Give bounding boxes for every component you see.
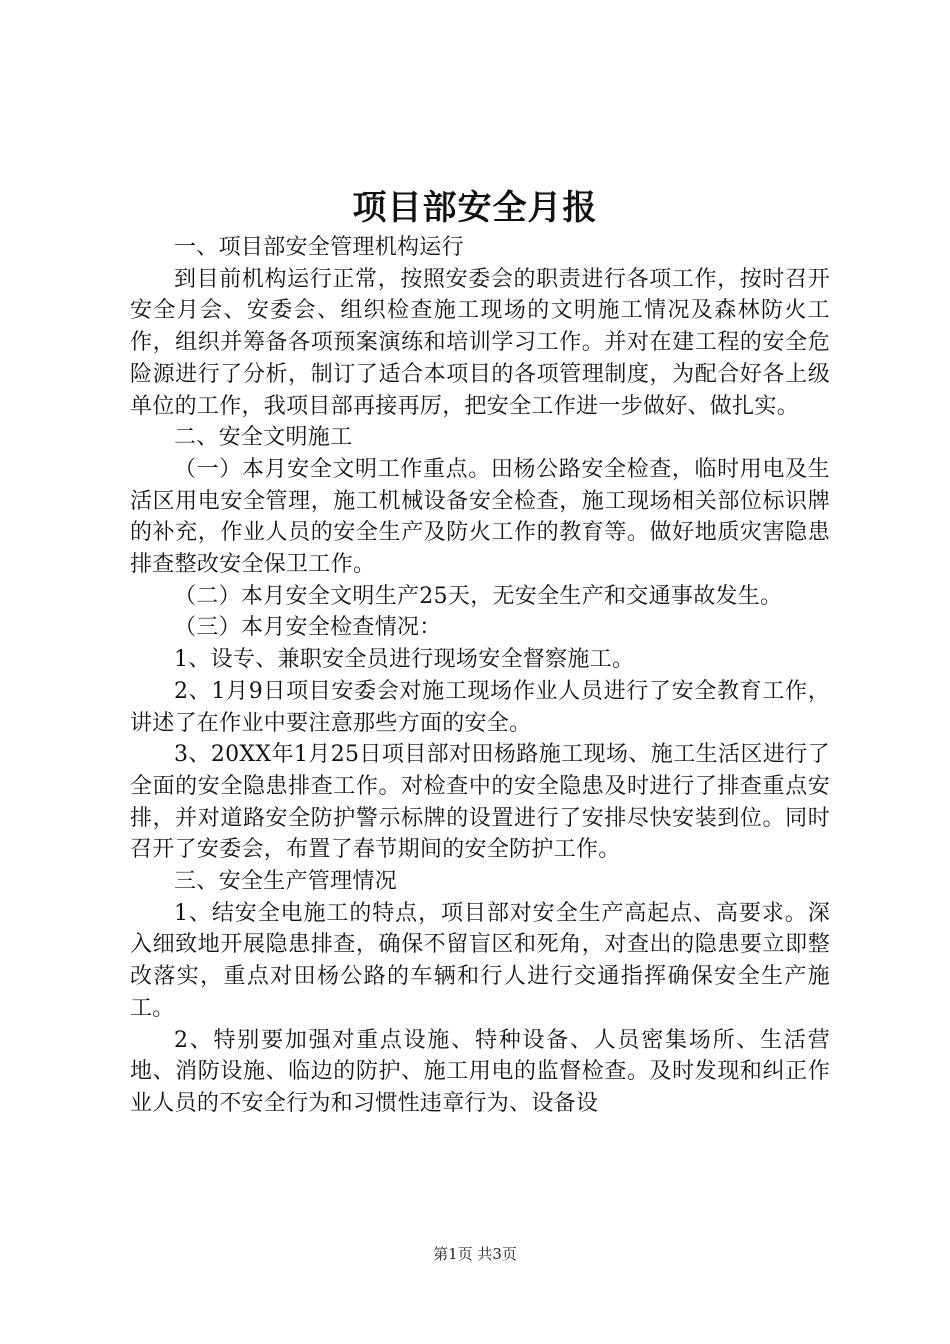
paragraph: 到目前机构运行正常，按照安委会的职责进行各项工作，按时召开安全月会、安委会、组织检查施工现场的文明施工情况及森林防火工作，组织并筹备各项预案演练和培训学习工作。并对在建工程的安全危险源进行了分析，制订了适合本项目的各项管理制度，为配合好各上级单位的工作，我项目部再接再厉，把安全工作进一步做好、做扎实。 [130,266,830,419]
paragraph: （二）本月安全文明生产25天，无安全生产和交通事故发生。 [174,583,783,609]
list-item: 1、结安全电施工的特点，项目部对安全生产高起点、高要求。深入细致地开展隐患排查，确保不留盲区和死角，对查出的隐患要立即整改落实，重点对田杨公路的车辆和行人进行交通指挥确保安全生产施工。 [130,900,830,1021]
section-heading-3: 三、安全生产管理情况 [174,869,398,895]
paragraph: （一）本月安全文明工作重点。田杨公路安全检查，临时用电及生活区用电安全管理，施工机械设备安全检查，施工现场相关部位标识牌的补充，作业人员的安全生产及防火工作的教育等。做好地质灾害隐患排查整改安全保卫工作。 [130,456,830,578]
section-heading-2: 二、安全文明施工 [174,425,353,451]
paragraph: （三）本月安全检查情况： [174,615,442,641]
list-item: 3、20XX年1月25日项目部对田杨路施工现场、施工生活区进行了全面的安全隐患排查工作。对检查中的安全隐患及时进行了排查重点安排，并对道路安全防护警示标牌的设置进行了安排尽快安装到位。同时召开了安委会，布置了春节期间的安全防护工作。 [130,742,830,863]
document-body [130,232,830,1120]
list-item: 2、1月9日项目安委会对施工现场作业人员进行了安全教育工作，讲述了在作业中要注意那些方面的安全。 [130,678,830,736]
document-title: 项目部安全月报 [352,188,598,228]
list-item: 1、设专、兼职安全员进行现场安全督察施工。 [174,647,635,673]
page-footer: 第1页 共3页 [433,1245,517,1263]
section-heading-1: 一、项目部安全管理机构运行 [174,235,464,260]
list-item: 2、特别要加强对重点设施、特种设备、人员密集场所、生活营地、消防设施、临边的防护、施工用电的监督检查。及时发现和纠正作业人员的不安全行为和习惯性违章行为、设备设 [130,1027,830,1116]
